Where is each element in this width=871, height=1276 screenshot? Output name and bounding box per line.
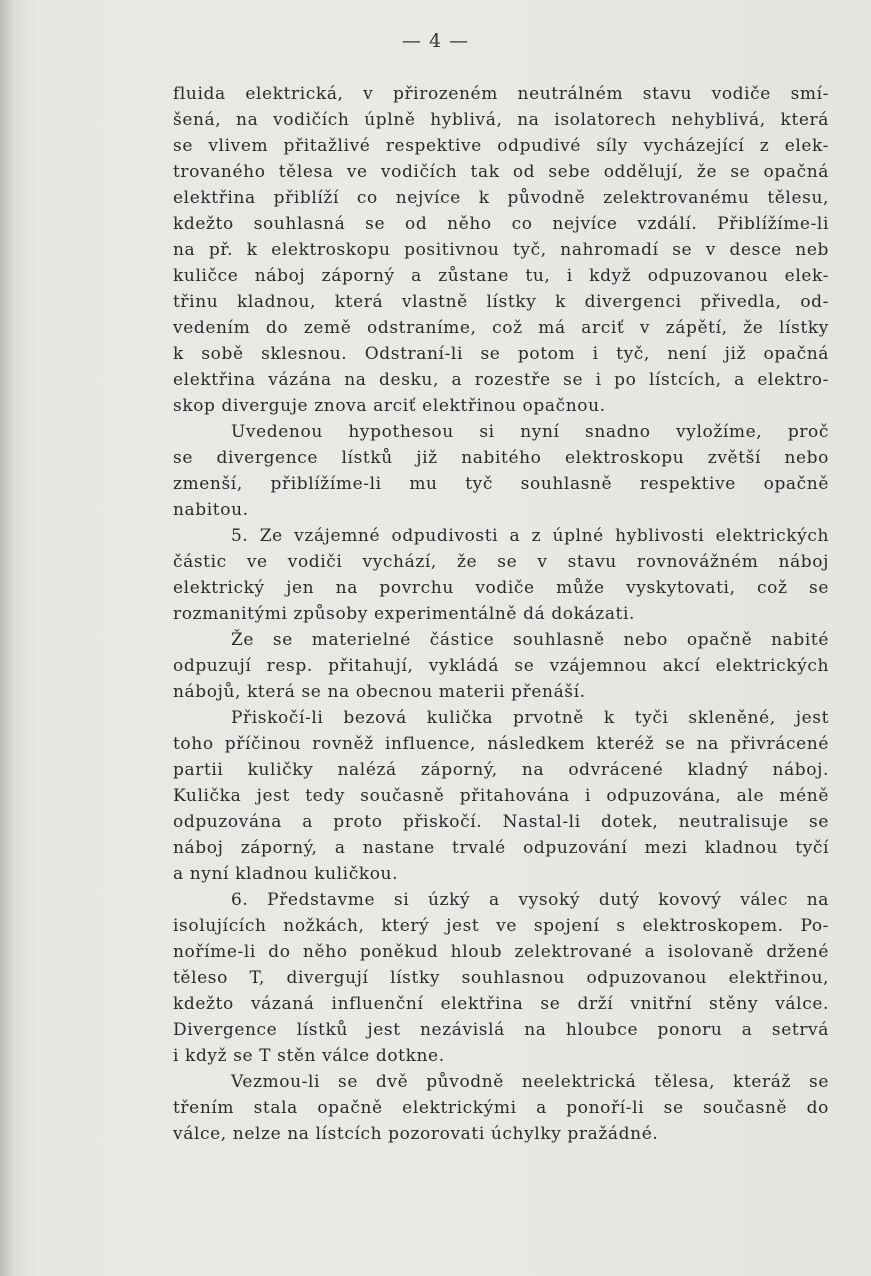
text-line: elektřina přiblíží co nejvíce k původně zelektrovanému tělesu, <box>173 188 829 208</box>
text-line: elektřina vázána na desku, a rozestře se i po lístcích, a elektro- <box>173 370 829 390</box>
text-line: skop diverguje znova arciť elektřinou opačnou. <box>173 396 606 416</box>
text-line: isolujících nožkách, který jest ve spojení s elektroskopem. Po- <box>173 916 829 936</box>
paragraph <box>173 523 829 627</box>
body-text <box>173 81 829 1147</box>
paragraph <box>173 887 829 1069</box>
text-line: třinu kladnou, která vlastně lístky k divergenci přivedla, od- <box>173 292 829 312</box>
text-line: Uvedenou hypothesou si nyní snadno vyložíme, proč <box>231 422 829 442</box>
paragraph <box>173 627 829 705</box>
text-line: těleso T, divergují lístky souhlasnou odpuzovanou elektřinou, <box>173 968 829 988</box>
paragraph <box>173 1069 829 1147</box>
text-line: 5. Ze vzájemné odpudivosti a z úplné hyblivosti elektrických <box>231 526 829 546</box>
text-line: Že se materielné částice souhlasně nebo opačně nabité <box>231 630 829 650</box>
text-line: vedením do země odstraníme, což má arciť v zápětí, že lístky <box>173 318 829 338</box>
text-line: se divergence lístků již nabitého elektroskopu zvětší nebo <box>173 448 829 468</box>
text-line: toho příčinou rovněž influence, následkem kteréž se na přivrácené <box>173 734 829 754</box>
text-line: k sobě sklesnou. Odstraní-li se potom i tyč, není již opačná <box>173 344 829 364</box>
text-line: šená, na vodičích úplně hyblivá, na isolatorech nehyblivá, která <box>173 110 829 130</box>
text-line: Přiskočí-li bezová kulička prvotně k tyči skleněné, jest <box>231 708 829 728</box>
text-line: elektrický jen na povrchu vodiče může vyskytovati, což se <box>173 578 829 598</box>
text-line: odpuzována a proto přiskočí. Nastal-li dotek, neutralisuje se <box>173 812 829 832</box>
text-line: fluida elektrická, v přirozeném neutrálném stavu vodiče smí- <box>173 84 829 104</box>
text-line: nábojů, která se na obecnou materii přenáší. <box>173 682 586 702</box>
text-line: kdežto vázaná influenční elektřina se drží vnitřní stěny válce. <box>173 994 829 1014</box>
page-number: — 4 — <box>401 30 470 52</box>
binding-shadow <box>0 0 14 1276</box>
paragraph <box>173 419 829 523</box>
text-line: na př. k elektroskopu positivnou tyč, nahromadí se v desce neb <box>173 240 829 260</box>
text-line: odpuzují resp. přitahují, vykládá se vzájemnou akcí elektrických <box>173 656 829 676</box>
text-line: kdežto souhlasná se od něho co nejvíce vzdálí. Přiblížíme-li <box>173 214 829 234</box>
text-line: Kulička jest tedy současně přitahována i odpuzována, ale méně <box>173 786 829 806</box>
text-line: náboj záporný, a nastane trvalé odpuzování mezi kladnou tyčí <box>173 838 829 858</box>
text-line: 6. Představme si úzký a vysoký dutý kovový válec na <box>231 890 829 910</box>
paragraph <box>173 705 829 887</box>
text-line: Vezmou-li se dvě původně neelektrická tělesa, kteráž se <box>231 1072 829 1092</box>
text-line: kuličce náboj záporný a zůstane tu, i když odpuzovanou elek- <box>173 266 829 286</box>
text-line: rozmanitými způsoby experimentálně dá dokázati. <box>173 604 636 624</box>
text-line: Divergence lístků jest nezávislá na hloubce ponoru a setrvá <box>173 1020 829 1040</box>
text-line: trovaného tělesa ve vodičích tak od sebe oddělují, že se opačná <box>173 162 829 182</box>
text-line: a nyní kladnou kuličkou. <box>173 864 399 884</box>
text-line: nabitou. <box>173 500 249 520</box>
text-line: se vlivem přitažlivé respektive odpudivé síly vycházející z elek- <box>173 136 829 156</box>
text-line: válce, nelze na lístcích pozorovati úchylky pražádné. <box>173 1124 659 1144</box>
text-line: i když se T stěn válce dotkne. <box>173 1046 445 1066</box>
text-line: noříme-li do něho poněkud hloub zelektrované a isolovaně držené <box>173 942 829 962</box>
text-line: částic ve vodiči vychází, že se v stavu rovnovážném náboj <box>173 552 829 572</box>
paragraph <box>173 81 829 419</box>
text-line: partii kuličky nalézá záporný, na odvrácené kladný náboj. <box>173 760 829 780</box>
text-line: zmenší, přiblížíme-li mu tyč souhlasně respektive opačně <box>173 474 829 494</box>
text-line: třením stala opačně elektrickými a ponoří-li se současně do <box>173 1098 829 1118</box>
